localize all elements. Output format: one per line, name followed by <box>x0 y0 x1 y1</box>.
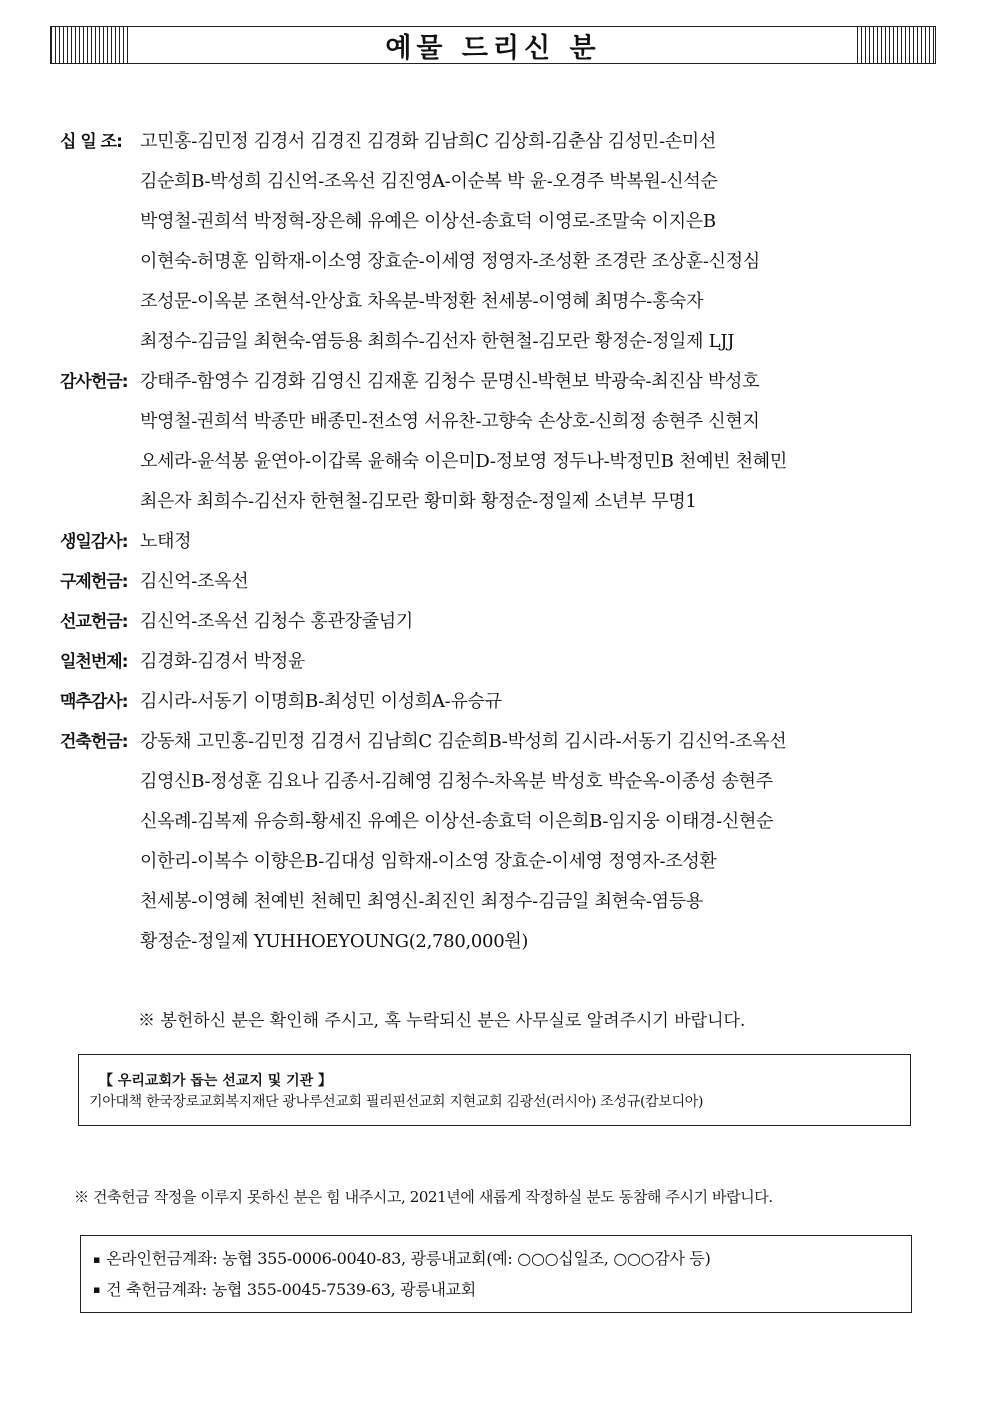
account-box <box>80 1235 912 1313</box>
page-title: 예물 드리신 분 <box>385 32 601 64</box>
offering-name-line: 강태주-함영수 김경화 김영신 김재훈 김청수 문명신-박현보 박광숙-최진삼 박성호 <box>140 371 760 392</box>
offering-names <box>140 122 940 362</box>
offering-section <box>60 562 940 602</box>
bullet-icon: ▪ <box>93 1283 101 1296</box>
offering-name-line: 박영철-권희석 박종만 배종민-전소영 서유찬-고향숙 손상호-신희정 송현주 신현지 <box>140 411 760 432</box>
offering-names <box>140 522 940 562</box>
offering-category-label: 일천번제: <box>60 652 128 672</box>
offering-section <box>60 602 940 642</box>
building-account-text: 건 축헌금계좌: 농협 355-0045-7539-63, 광릉내교회 <box>106 1279 476 1299</box>
offering-name-line: 황정순-정일제 YUHHOEYOUNG(2,780,000원) <box>140 931 529 952</box>
offering-name-line: 최은자 최희수-김선자 한현철-김모란 황미화 황정순-정일제 소년부 무명1 <box>140 491 697 512</box>
building-account-line <box>93 1275 911 1306</box>
offering-names <box>140 682 940 722</box>
offering-name-line: 김영신B-정성훈 김요나 김종서-김혜영 김청수-차옥분 박성호 박순옥-이종성 송현주 <box>140 771 773 792</box>
online-account-text: 온라인헌금계좌: 농협 355-0006-0040-83, 광릉내교회(예: ○○○십일조, ○○○감사 등) <box>106 1249 711 1268</box>
offering-name-line: 김신억-조옥선 김청수 홍관장줄넘기 <box>140 611 413 632</box>
offering-name-line: 김순희B-박성희 김신억-조옥선 김진영A-이순복 박 윤-오경주 박복원-신석순 <box>140 171 718 192</box>
mission-title: 【 우리교회가 돕는 선교지 및 기관 】 <box>99 1073 333 1089</box>
offering-name-line: 이한리-이복수 이향은B-김대성 임학재-이소영 장효순-이세영 정영자-조성환 <box>140 851 717 872</box>
building-fund-notice: ※ 건축헌금 작정을 이루지 못하신 분은 힘 내주시고, 2021년에 새롭게 작정하실 분도 동참해 주시기 바랍니다. <box>74 1188 773 1206</box>
bullet-icon: ▪ <box>93 1252 101 1266</box>
mission-box <box>78 1054 911 1126</box>
offering-name-line: 노태정 <box>140 531 192 552</box>
offering-names <box>140 562 940 602</box>
offering-name-line: 오세라-윤석봉 윤연아-이갑록 윤해숙 이은미D-정보영 정두나-박정민B 천예빈 천혜민 <box>140 451 787 472</box>
offering-name-line: 박영철-권희석 박정혁-장은혜 유예은 이상선-송효덕 이영로-조말숙 이지은B <box>140 211 716 232</box>
offering-category-label: 건축헌금: <box>60 732 128 752</box>
online-account-line <box>93 1244 911 1275</box>
offering-name-line: 강동채 고민홍-김민정 김경서 김남희C 김순희B-박성희 김시라-서동기 김신억-조옥선 <box>140 731 787 752</box>
offering-names <box>140 642 940 682</box>
offering-section <box>60 362 940 522</box>
offering-section <box>60 122 940 362</box>
offering-names <box>140 722 940 962</box>
offering-category-label: 선교헌금: <box>60 612 128 632</box>
offerings-list <box>60 122 940 962</box>
offering-names <box>140 602 940 642</box>
offering-name-line: 신옥례-김복제 유승희-황세진 유예은 이상선-송효덕 이은희B-임지웅 이태경-신현순 <box>140 811 774 832</box>
offering-name-line: 김경화-김경서 박정윤 <box>140 651 305 672</box>
offering-name-line: 조성문-이옥분 조현석-안상효 차옥분-박정환 천세봉-이영혜 최명수-홍숙자 <box>140 291 704 312</box>
offering-category-label: 맥추감사: <box>60 692 128 712</box>
offering-name-line: 최정수-김금일 최현숙-염등용 최희수-김선자 한현철-김모란 황정순-정일제 LJJ <box>140 331 735 352</box>
header-right-hatch <box>857 27 935 63</box>
offering-section <box>60 642 940 682</box>
offering-section <box>60 682 940 722</box>
offering-section <box>60 722 940 962</box>
page-header <box>50 26 936 64</box>
offering-name-line: 이현숙-허명훈 임학재-이소영 장효순-이세영 정영자-조성환 조경란 조상훈-신정심 <box>140 251 760 272</box>
offering-section <box>60 522 940 562</box>
mission-list: 기아대책 한국장로교회복지재단 광나루선교회 필리핀선교회 지현교회 김광선(러시아) 조성규(캄보디아) <box>89 1094 704 1110</box>
header-left-hatch <box>51 27 129 63</box>
offering-name-line: 고민홍-김민정 김경서 김경진 김경화 김남희C 김상희-김춘삼 김성민-손미선 <box>140 131 716 152</box>
offering-category-label: 십 일 조: <box>60 132 122 152</box>
offering-name-line: 김신억-조옥선 <box>140 571 249 592</box>
offering-category-label: 생일감사: <box>60 532 128 552</box>
offering-names <box>140 362 940 522</box>
confirmation-notice: ※ 봉헌하신 분은 확인해 주시고, 혹 누락되신 분은 사무실로 알려주시기 바랍니다. <box>138 1011 746 1031</box>
offering-category-label: 구제헌금: <box>60 572 128 592</box>
offering-name-line: 김시라-서동기 이명희B-최성민 이성희A-유승규 <box>140 691 502 712</box>
offering-category-label: 감사헌금: <box>60 372 128 392</box>
offering-name-line: 천세봉-이영혜 천예빈 천혜민 최영신-최진인 최정수-김금일 최현숙-염등용 <box>140 891 703 912</box>
